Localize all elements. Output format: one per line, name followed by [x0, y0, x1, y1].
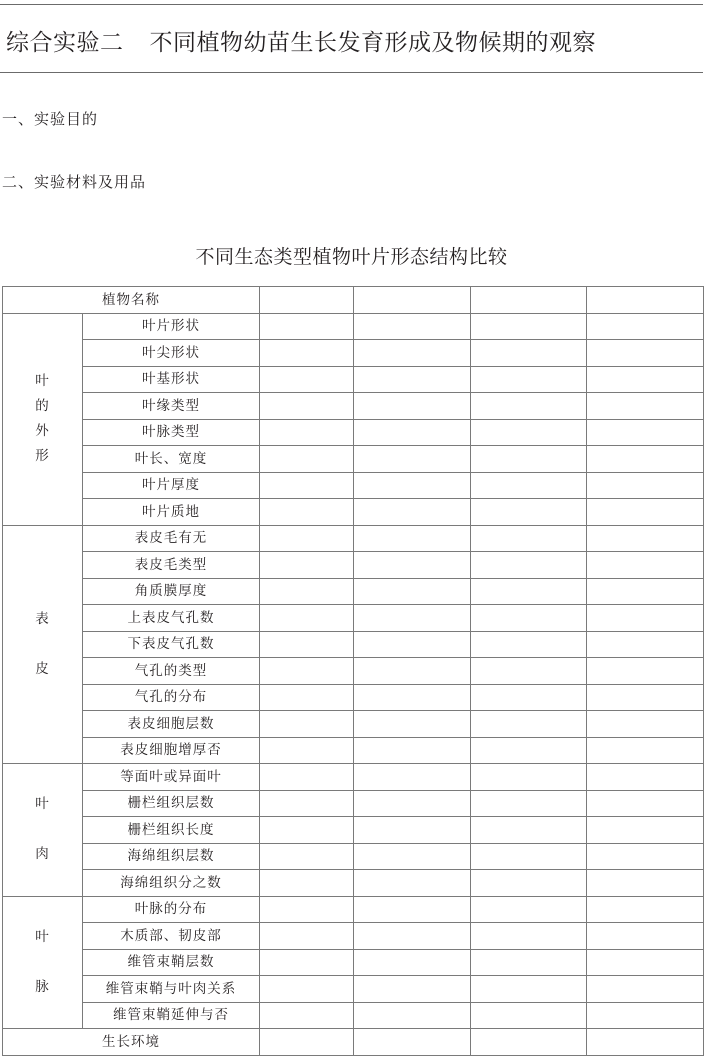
blank-cell [587, 949, 704, 976]
row-label: 叶尖形状 [83, 340, 260, 367]
growth-environment-label: 生长环境 [3, 1029, 260, 1056]
blank-cell [471, 313, 587, 340]
group-label-char: 叶 [35, 928, 50, 945]
blank-cell [587, 366, 704, 393]
row-label: 叶脉的分布 [83, 896, 260, 923]
blank-cell [471, 684, 587, 711]
blank-cell [587, 817, 704, 844]
blank-cell [260, 711, 354, 738]
blank-cell [354, 949, 471, 976]
row-label: 叶片厚度 [83, 472, 260, 499]
blank-cell [260, 313, 354, 340]
blank-cell [260, 790, 354, 817]
row-label: 角质膜厚度 [83, 578, 260, 605]
row-label: 上表皮气孔数 [83, 605, 260, 632]
blank-cell [354, 472, 471, 499]
blank-cell [587, 552, 704, 579]
row-label: 等面叶或异面叶 [83, 764, 260, 791]
table-title: 不同生态类型植物叶片形态结构比较 [195, 246, 508, 268]
table-row [3, 1002, 704, 1029]
blank-cell [260, 525, 354, 552]
blank-cell [471, 737, 587, 764]
blank-cell [354, 896, 471, 923]
blank-cell [260, 631, 354, 658]
blank-cell [354, 658, 471, 685]
blank-cell [587, 684, 704, 711]
blank-cell [587, 870, 704, 897]
row-label: 维管束鞘层数 [83, 949, 260, 976]
group-label-char [35, 950, 50, 975]
blank-cell [260, 552, 354, 579]
blank-cell [354, 1002, 471, 1029]
blank-cell [354, 313, 471, 340]
blank-cell [354, 366, 471, 393]
blank-cell [471, 949, 587, 976]
table-row [3, 684, 704, 711]
blank-cell [354, 578, 471, 605]
table-row [3, 976, 704, 1003]
blank-cell [587, 578, 704, 605]
blank-cell [354, 446, 471, 473]
blank-cell [471, 976, 587, 1003]
group-label-char: 叶 [35, 796, 50, 813]
blank-cell [471, 472, 587, 499]
blank-cell [354, 737, 471, 764]
blank-cell [471, 790, 587, 817]
blank-cell [471, 419, 587, 446]
comparison-table [2, 286, 704, 1056]
blank-cell [260, 287, 354, 314]
row-label: 气孔的类型 [83, 658, 260, 685]
blank-cell [260, 1002, 354, 1029]
blank-cell [260, 419, 354, 446]
blank-cell [354, 552, 471, 579]
blank-cell [260, 976, 354, 1003]
blank-cell [260, 605, 354, 632]
blank-cell [354, 525, 471, 552]
row-label: 海绵组织层数 [83, 843, 260, 870]
blank-cell [587, 499, 704, 526]
page-title [6, 24, 596, 57]
row-label: 表皮毛类型 [83, 552, 260, 579]
blank-cell [471, 711, 587, 738]
blank-cell [587, 737, 704, 764]
blank-cell [471, 499, 587, 526]
table-row [3, 366, 704, 393]
blank-cell [354, 287, 471, 314]
row-label: 叶基形状 [83, 366, 260, 393]
table-row [3, 1029, 704, 1056]
table-row [3, 817, 704, 844]
plant-name-header: 植物名称 [3, 287, 260, 314]
blank-cell [471, 340, 587, 367]
table-row [3, 949, 704, 976]
blank-cell [260, 340, 354, 367]
blank-cell [354, 684, 471, 711]
row-label: 气孔的分布 [83, 684, 260, 711]
blank-cell [260, 366, 354, 393]
row-label: 栅栏组织层数 [83, 790, 260, 817]
blank-cell [587, 419, 704, 446]
blank-cell [471, 817, 587, 844]
row-label: 木质部、韧皮部 [83, 923, 260, 950]
blank-cell [587, 605, 704, 632]
table-row [3, 287, 704, 314]
table-row [3, 923, 704, 950]
section-heading-purpose: 一、实验目的 [2, 110, 99, 128]
blank-cell [587, 446, 704, 473]
blank-cell [471, 605, 587, 632]
group-label-char: 形 [35, 448, 50, 464]
row-label: 叶脉类型 [83, 419, 260, 446]
blank-cell [587, 472, 704, 499]
group-label-char: 表 [35, 610, 50, 627]
blank-cell [587, 1002, 704, 1029]
blank-cell [471, 896, 587, 923]
blank-cell [471, 525, 587, 552]
blank-cell [260, 446, 354, 473]
blank-cell [471, 843, 587, 870]
row-label: 叶片质地 [83, 499, 260, 526]
blank-cell [471, 393, 587, 420]
table-row [3, 499, 704, 526]
group-label [3, 896, 83, 1029]
row-label: 栅栏组织长度 [83, 817, 260, 844]
group-label [3, 764, 83, 897]
blank-cell [587, 631, 704, 658]
table-row [3, 578, 704, 605]
table-row [3, 764, 704, 791]
group-label-char [35, 632, 50, 657]
table-row [3, 631, 704, 658]
section-heading-materials: 二、实验材料及用品 [2, 173, 147, 191]
blank-cell [260, 764, 354, 791]
blank-cell [260, 393, 354, 420]
blank-cell [354, 499, 471, 526]
blank-cell [587, 313, 704, 340]
table-row [3, 737, 704, 764]
blank-cell [354, 1029, 471, 1056]
blank-cell [354, 419, 471, 446]
blank-cell [354, 631, 471, 658]
group-label [3, 313, 83, 525]
row-label: 下表皮气孔数 [83, 631, 260, 658]
blank-cell [587, 923, 704, 950]
blank-cell [587, 764, 704, 791]
row-label: 海绵组织分之数 [83, 870, 260, 897]
blank-cell [587, 711, 704, 738]
blank-cell [354, 923, 471, 950]
title-underline [0, 72, 703, 73]
blank-cell [260, 1029, 354, 1056]
table-row [3, 419, 704, 446]
blank-cell [587, 1029, 704, 1056]
table-row [3, 446, 704, 473]
row-label: 表皮细胞增厚否 [83, 737, 260, 764]
group-label-char: 的 [35, 398, 50, 414]
blank-cell [471, 764, 587, 791]
blank-cell [260, 737, 354, 764]
blank-cell [587, 843, 704, 870]
blank-cell [260, 870, 354, 897]
blank-cell [260, 949, 354, 976]
blank-cell [471, 366, 587, 393]
blank-cell [471, 631, 587, 658]
blank-cell [354, 711, 471, 738]
blank-cell [354, 340, 471, 367]
blank-cell [354, 870, 471, 897]
blank-cell [354, 764, 471, 791]
row-label: 表皮毛有无 [83, 525, 260, 552]
row-label: 叶长、宽度 [83, 446, 260, 473]
table-row [3, 605, 704, 632]
table-row [3, 340, 704, 367]
table-row [3, 393, 704, 420]
blank-cell [354, 976, 471, 1003]
table-row [3, 658, 704, 685]
blank-cell [471, 578, 587, 605]
blank-cell [260, 578, 354, 605]
blank-cell [587, 658, 704, 685]
blank-cell [354, 790, 471, 817]
blank-cell [471, 446, 587, 473]
blank-cell [587, 340, 704, 367]
table-row [3, 896, 704, 923]
table-row [3, 552, 704, 579]
blank-cell [260, 658, 354, 685]
table-row [3, 711, 704, 738]
table-row [3, 313, 704, 340]
group-label-char: 肉 [35, 846, 50, 863]
row-label: 维管束鞘与叶肉关系 [83, 976, 260, 1003]
blank-cell [260, 472, 354, 499]
blank-cell [260, 499, 354, 526]
blank-cell [587, 287, 704, 314]
blank-cell [587, 525, 704, 552]
experiment-title: 不同植物幼苗生长发育形成及物候期的观察 [149, 30, 596, 56]
blank-cell [471, 287, 587, 314]
top-rule [0, 4, 703, 5]
blank-cell [260, 896, 354, 923]
group-label-char: 脉 [35, 978, 50, 995]
blank-cell [471, 1029, 587, 1056]
table-row [3, 790, 704, 817]
blank-cell [260, 923, 354, 950]
table-row [3, 525, 704, 552]
blank-cell [471, 552, 587, 579]
group-label [3, 525, 83, 764]
blank-cell [354, 605, 471, 632]
blank-cell [260, 684, 354, 711]
group-label-char: 皮 [35, 660, 50, 677]
row-label: 叶片形状 [83, 313, 260, 340]
blank-cell [471, 1002, 587, 1029]
row-label: 叶缘类型 [83, 393, 260, 420]
blank-cell [354, 817, 471, 844]
blank-cell [354, 843, 471, 870]
blank-cell [471, 923, 587, 950]
blank-cell [471, 870, 587, 897]
blank-cell [587, 393, 704, 420]
blank-cell [587, 790, 704, 817]
table-row [3, 843, 704, 870]
blank-cell [260, 843, 354, 870]
row-label: 表皮细胞层数 [83, 711, 260, 738]
blank-cell [471, 658, 587, 685]
row-label: 维管束鞘延伸与否 [83, 1002, 260, 1029]
blank-cell [587, 976, 704, 1003]
blank-cell [354, 393, 471, 420]
group-label-char: 叶 [35, 373, 50, 389]
group-label-char: 外 [35, 423, 50, 439]
table-row [3, 472, 704, 499]
experiment-label: 综合实验二 [6, 30, 124, 56]
table-row [3, 870, 704, 897]
blank-cell [260, 817, 354, 844]
group-label-char [35, 817, 50, 842]
blank-cell [587, 896, 704, 923]
